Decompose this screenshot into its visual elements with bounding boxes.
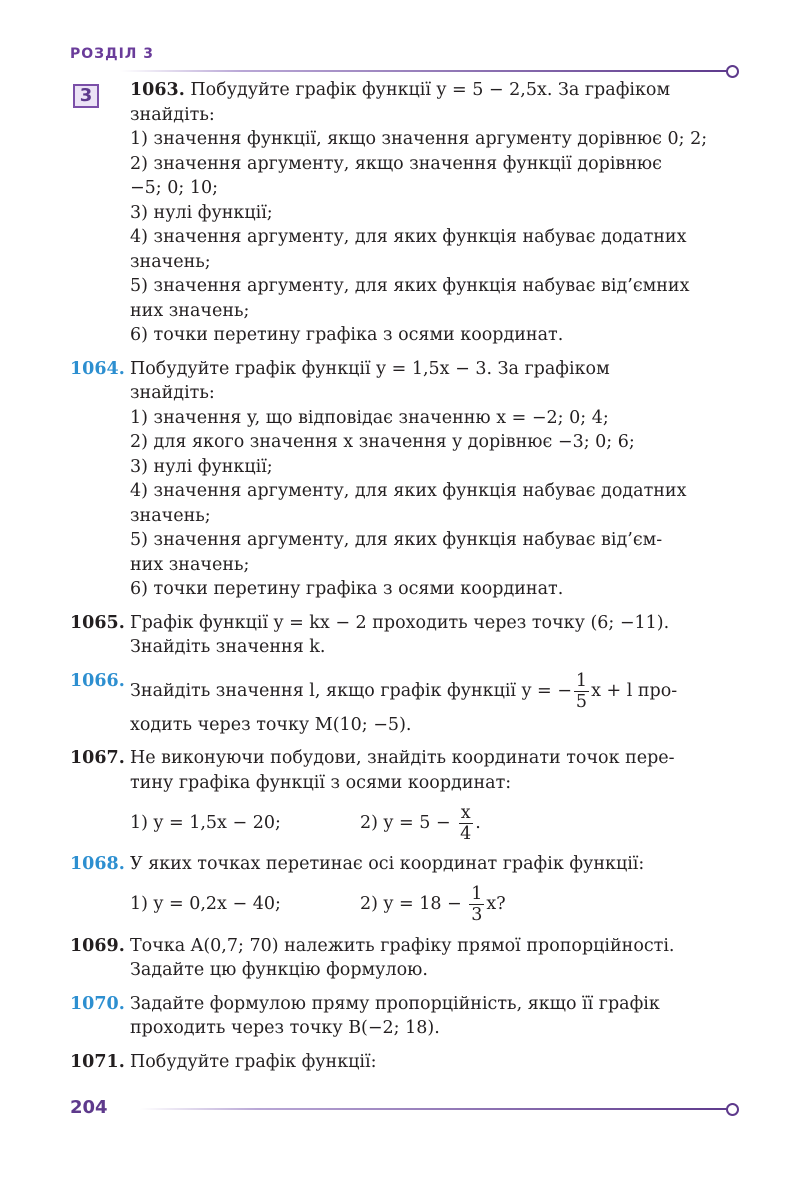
problem-line: 4) значення аргументу, для яких функція набуває додатних: [130, 227, 687, 247]
problem-1068: [70, 852, 736, 925]
problem-number: 1066.: [70, 670, 125, 691]
page-number: 204: [70, 1097, 108, 1118]
section-label: РОЗДІЛ 3: [70, 46, 155, 62]
header-rule-dot: [726, 65, 739, 78]
problem-1067: [70, 746, 736, 843]
fraction: [469, 884, 484, 925]
problem-line: 6) точки перетину графіка з осями координат.: [130, 325, 564, 345]
problem-number: 1070.: [70, 993, 125, 1014]
problem-line: них значень;: [130, 554, 250, 575]
problem-line: Точка A(0,7; 70) належить графіку прямої пропорційності.: [130, 935, 675, 956]
problem-line: Знайдіть значення k.: [130, 637, 326, 657]
problem-line: значень;: [130, 251, 211, 272]
problem-line: 3) нулі функції;: [130, 456, 273, 477]
problem-line: значень;: [130, 505, 211, 526]
fraction-numerator: x: [460, 802, 471, 823]
problem-text: Знайдіть значення l, якщо графік функції y = −: [130, 680, 572, 701]
problem-line: −5; 0; 10;: [130, 178, 219, 198]
problem-line: 3) нулі функції;: [130, 202, 273, 223]
formula-text: x?: [486, 894, 506, 914]
fraction-numerator: 1: [471, 884, 483, 904]
fraction: [574, 671, 589, 712]
problem-1071: [70, 1050, 736, 1075]
header-rule: [120, 70, 728, 72]
problem-line: 5) значення аргументу, для яких функція набуває від’єм-: [130, 530, 663, 550]
problem-line: 4) значення аргументу, для яких функція набуває додатних: [130, 481, 687, 501]
formula-1: 1) y = 1,5x − 20;: [130, 812, 281, 833]
problem-line: [130, 78, 736, 103]
problem-line: 1) значення y, що відповідає значенню x = −2; 0; 4;: [130, 407, 609, 428]
problem-1065: [70, 611, 736, 660]
formula-1: 1) y = 0,2x − 40;: [130, 894, 281, 915]
problem-number: 1071.: [70, 1051, 125, 1072]
formula-2: [360, 884, 506, 925]
problem-number: 1065.: [70, 612, 125, 633]
problem-line: 5) значення аргументу, для яких функція набуває від’ємних: [130, 276, 690, 296]
problem-line: Задайте цю функцію формулою.: [130, 960, 428, 980]
problem-line: Побудуйте графік функції:: [130, 1051, 377, 1072]
fraction: [458, 803, 473, 844]
problem-line: 2) для якого значення x значення y дорівнює −3; 0; 6;: [130, 432, 635, 452]
problem-1066: [70, 669, 736, 738]
problem-line: знайдіть:: [130, 104, 215, 125]
formula-text: .: [475, 812, 481, 833]
problem-line: проходить через точку B(−2; 18).: [130, 1018, 440, 1038]
problems-content: [70, 78, 736, 1083]
problem-line: них значень;: [130, 300, 250, 321]
formula-row: [130, 885, 736, 925]
problem-line: [130, 669, 736, 713]
problem-number: 1069.: [70, 935, 125, 956]
footer-rule-dot: [726, 1103, 739, 1116]
difficulty-level-badge: 3: [73, 84, 99, 108]
fraction-numerator: 1: [575, 670, 588, 691]
formula-text: 2) y = 18 −: [360, 894, 462, 914]
fraction-denominator: 5: [575, 691, 588, 712]
fraction-denominator: 4: [460, 823, 472, 844]
problem-line: Задайте формулою пряму пропорційність, якщо її графік: [130, 993, 660, 1014]
problem-line: У яких точках перетинає осі координат графік функції:: [130, 854, 645, 874]
problem-line: ходить через точку M(10; −5).: [130, 714, 412, 735]
problem-line: Графік функції y = kx − 2 проходить через точку (6; −11).: [130, 612, 670, 633]
problem-line: Побудуйте графік функції y = 1,5x − 3. За графіком: [130, 358, 610, 379]
problem-1063: [70, 78, 736, 348]
problem-line: 6) точки перетину графіка з осями координат.: [130, 579, 564, 599]
problem-number: 1068.: [70, 854, 125, 874]
problem-line: знайдіть:: [130, 383, 215, 403]
problem-line: 2) значення аргументу, якщо значення функції дорівнює: [130, 153, 662, 174]
problem-1069: [70, 934, 736, 983]
problem-line: тину графіка функції з осями координат:: [130, 772, 512, 793]
problem-line: Не виконуючи побудови, знайдіть координати точок пере-: [130, 748, 675, 768]
problem-text: x + l про-: [591, 680, 678, 701]
formula-2: [360, 803, 481, 844]
fraction-denominator: 3: [471, 905, 483, 925]
problem-number: 1064.: [70, 358, 125, 379]
formula-text: 2) y = 5 −: [360, 812, 451, 833]
footer-rule: [140, 1108, 728, 1110]
problem-text: Побудуйте графік функції y = 5 − 2,5x. За графіком: [190, 80, 671, 100]
problem-line: 1) значення функції, якщо значення аргументу дорівнює 0; 2;: [130, 129, 708, 149]
problem-number: 1063.: [130, 80, 185, 100]
formula-row: [130, 803, 736, 843]
problem-number: 1067.: [70, 748, 125, 768]
problem-1064: [70, 357, 736, 602]
problem-1070: [70, 992, 736, 1041]
